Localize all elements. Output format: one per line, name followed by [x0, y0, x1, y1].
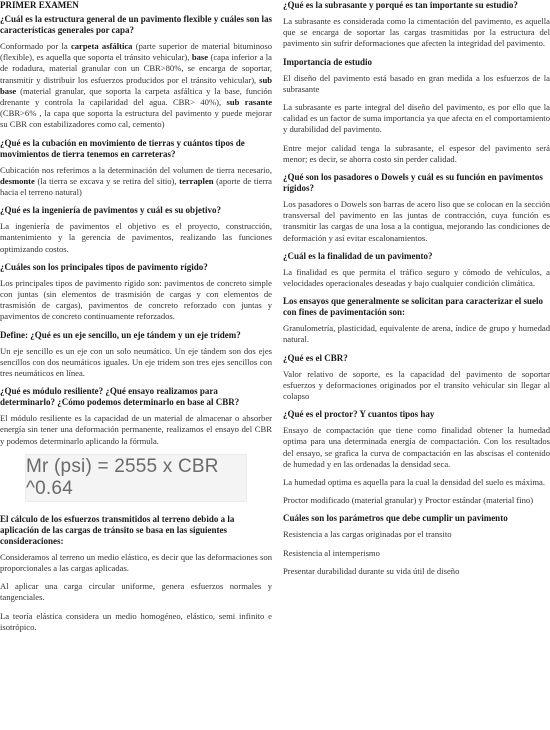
bold-term: sub base: [0, 74, 272, 96]
bold-term: terraplen: [179, 175, 214, 186]
answer-flexible-pavement: [0, 41, 272, 131]
question-finalidad-pavimento: ¿Cuál es la finalidad de un pavimento?: [283, 250, 433, 261]
question-flexible-pavement: ¿Cuál es la estructura general de un pavimento flexible y cuáles son las características generales por capa?: [0, 14, 272, 35]
heading-importancia-estudio: Importancia de estudio: [283, 56, 373, 67]
paragraph-importancia-2: La subrasante es parte integral del diseño del pavimento, es por ello que la calidad es un factor de suma importancia ya que afecta en el comportamiento y durabilidad del pavimento.: [283, 102, 550, 135]
text-run: (capa inferior a la de rodadura, material granular con un CBR>80%, se encarga de soportar, transmitir y distribuir los esfuerzos producidos por el tránsito vehicular),: [0, 52, 272, 85]
question-cubicacion: ¿Qué es la cubación en movimiento de tierras y cuántos tipos de movimientos de tierra tenemos en carreteras?: [0, 137, 245, 159]
question-dowels: ¿Qué son los pasadores o Dowels y cuál es su función en pavimentos rígidos?: [283, 172, 543, 194]
question-modulo-resiliente: ¿Qué es módulo resiliente? ¿Qué ensayo realizamos para determinarlo? ¿Cómo podemos determinarlo en base al CBR?: [0, 386, 240, 408]
answer-calculo-esfuerzos-3: La teoría elástica considera un medio homogéneo, elástico, semi infinito e isotrópico.: [0, 610, 272, 632]
text-run: Conformado por la: [0, 41, 71, 51]
answer-modulo-resiliente: El módulo resiliente es la capacidad de un material de almacenar o absorber energía sin tener una deformación permanente, realizamos el ensayo del CBR y podemos determinarlo aplicando la fórmula.: [0, 413, 272, 446]
answer-parametros-3: Presentar durabilidad durante su vida útil de diseño: [283, 565, 460, 576]
answer-tipos-pavimento-rigido: Los principales tipos de pavimento rígido son: pavimentos de concreto simple con juntas (sin elementos de trasmisión de cargas y con elementos de trasmisión de cargas), pavimentos de concreto reforzado con juntas y pavimentos de concreto continuamente reforzados.: [0, 277, 272, 322]
answer-parametros-1: Resistencia a las cargas originadas por el transito: [283, 529, 452, 540]
paragraph-importancia-1: El diseño del pavimento está basado en gran medida a los esfuerzos de la subrasante: [283, 72, 550, 94]
answer-finalidad-pavimento: La finalidad es que permita el tráfico seguro y cómodo de vehículos, a velocidades operacionales deseadas y bajo cualquier condición climática.: [283, 266, 550, 289]
text-run: (la tierra se excava y se retira del sitio),: [34, 175, 180, 186]
answer-ensayos-suelo: Granulometría, plasticidad, equivalente de arena, índice de grupo y humedad natural.: [283, 323, 550, 345]
answer-proctor-2: La humedad optima es aquella para la cual la densidad del suelo es máxima.: [283, 477, 546, 488]
question-ensayos-suelo: Los ensayos que generalmente se solicitan para caracterizar el suelo con fines de pavimentación son:: [283, 296, 544, 318]
answer-parametros-2: Resistencia al intemperismo: [283, 547, 380, 558]
question-tipos-pavimento-rigido: ¿Cuáles son los principales tipos de pavimento rígido?: [0, 261, 208, 272]
text-run: Cubicación nos referimos a la determinación del volumen de tierra necesario,: [0, 164, 272, 175]
question-cbr: ¿Qué es el CBR?: [283, 352, 348, 363]
bold-term: sub rasante: [226, 97, 273, 108]
exam-title: PRIMER EXAMEN: [0, 0, 79, 10]
answer-dowels: Los pasadores o Dowels son barras de acero liso que se colocan en la sección transversal del pavimento en las juntas de contracción, cuya función es transmitir las cargas de una losa a la contigua, mejorando las condiciones de deformación y así evitar escalonamientos.: [283, 199, 550, 243]
answer-calculo-esfuerzos-1: Consideramos al terreno un medio elástico, es decir que las deformaciones son proporcionales a las cargas aplicadas.: [0, 551, 272, 574]
question-ingenieria-pavimentos: ¿Qué es la ingeniería de pavimentos y cuál es su objetivo?: [0, 205, 221, 216]
bold-term: base: [191, 52, 209, 63]
resilient-modulus-formula: Mr (psi) = 2555 x CBR ^0.64: [25, 454, 247, 502]
question-subrasante: ¿Qué es la subrasante y porqué es tan importante su estudio?: [283, 0, 518, 10]
bold-term: desmonte: [0, 175, 35, 186]
question-tipos-eje: Define: ¿Qué es un eje sencillo, un eje tándem y un eje trídem?: [0, 329, 241, 340]
question-calculo-esfuerzos: El cálculo de los esfuerzos transmitidos al terreno debido a la aplicación de las cargas de tránsito se basa en las siguientes consideraciones:: [0, 513, 235, 546]
answer-cbr: Valor relativo de soporte, es la capacidad del pavimento de soportar esfuerzos y deformaciones originados por el transito vehicular sin llegar al colapso: [283, 368, 550, 402]
answer-tipos-eje: Un eje sencillo es un eje con un solo neumático. Un eje tándem son dos ejes sencillos con dos neumáticos iguales. Un eje tridem son tres ejes sencillos con tres neumáticos en línea.: [0, 345, 272, 379]
answer-cubicacion: [0, 165, 272, 199]
bold-term: carpeta asfáltica: [70, 41, 133, 51]
right-column: [283, 0, 550, 584]
left-column: [0, 0, 272, 640]
question-parametros-pavimento: Cuáles son los parámetros que debe cumplir un pavimento: [283, 513, 508, 524]
text-run: (CBR>6% , la capa que soporta la estructura del pavimento y puede mejorar su CBR con estabilizadores como cal, cemento): [0, 108, 272, 130]
answer-proctor-3: Proctor modificado (material granular) y Proctor estándar (material fino): [283, 495, 534, 506]
answer-calculo-esfuerzos-2: Al aplicar una carga circular uniforme, genera esfuerzos normales y tangenciales.: [0, 581, 272, 603]
answer-subrasante: La subrasante es considerada como la cimentación del pavimento, es aquella que se encarga de soportar las cargas trasmitidas por la estructura del pavimento sin sufrir deformaciones que afecten la integridad del pavimento.: [283, 16, 550, 49]
text-run: (aporte de tierra hacia el terreno natural): [0, 175, 272, 198]
paragraph-importancia-3: Entre mejor calidad tenga la subrasante, el espesor del pavimento será menor; es decir, se ahorra costo sin perder calidad.: [283, 142, 550, 164]
text-run: (material granular, que soporta la carpeta asfáltica y la base, función drenante y controla la capilaridad del agua. CBR> 40%),: [0, 85, 272, 108]
answer-proctor-1: Ensayo de compactación que tiene como finalidad obtener la humedad optima para una determinada energía de compactación. Con los resultados del ensayo, se grafica la curva de compactación en las abscisas el contenido de humedad y en las ordenadas la densidad seca.: [283, 425, 550, 469]
answer-ingenieria-pavimentos: La ingeniería de pavimentos el objetivo es el proyecto, construcción, mantenimiento y la gerencia de pavimentos, realizando las funciones optimizando costos.: [0, 221, 272, 254]
text-run: (parte superior de material bituminoso (flexible), es aquella que soporta el tránsito vehicular),: [0, 41, 272, 63]
question-proctor: ¿Qué es el proctor? Y cuantos tipos hay: [283, 409, 435, 420]
